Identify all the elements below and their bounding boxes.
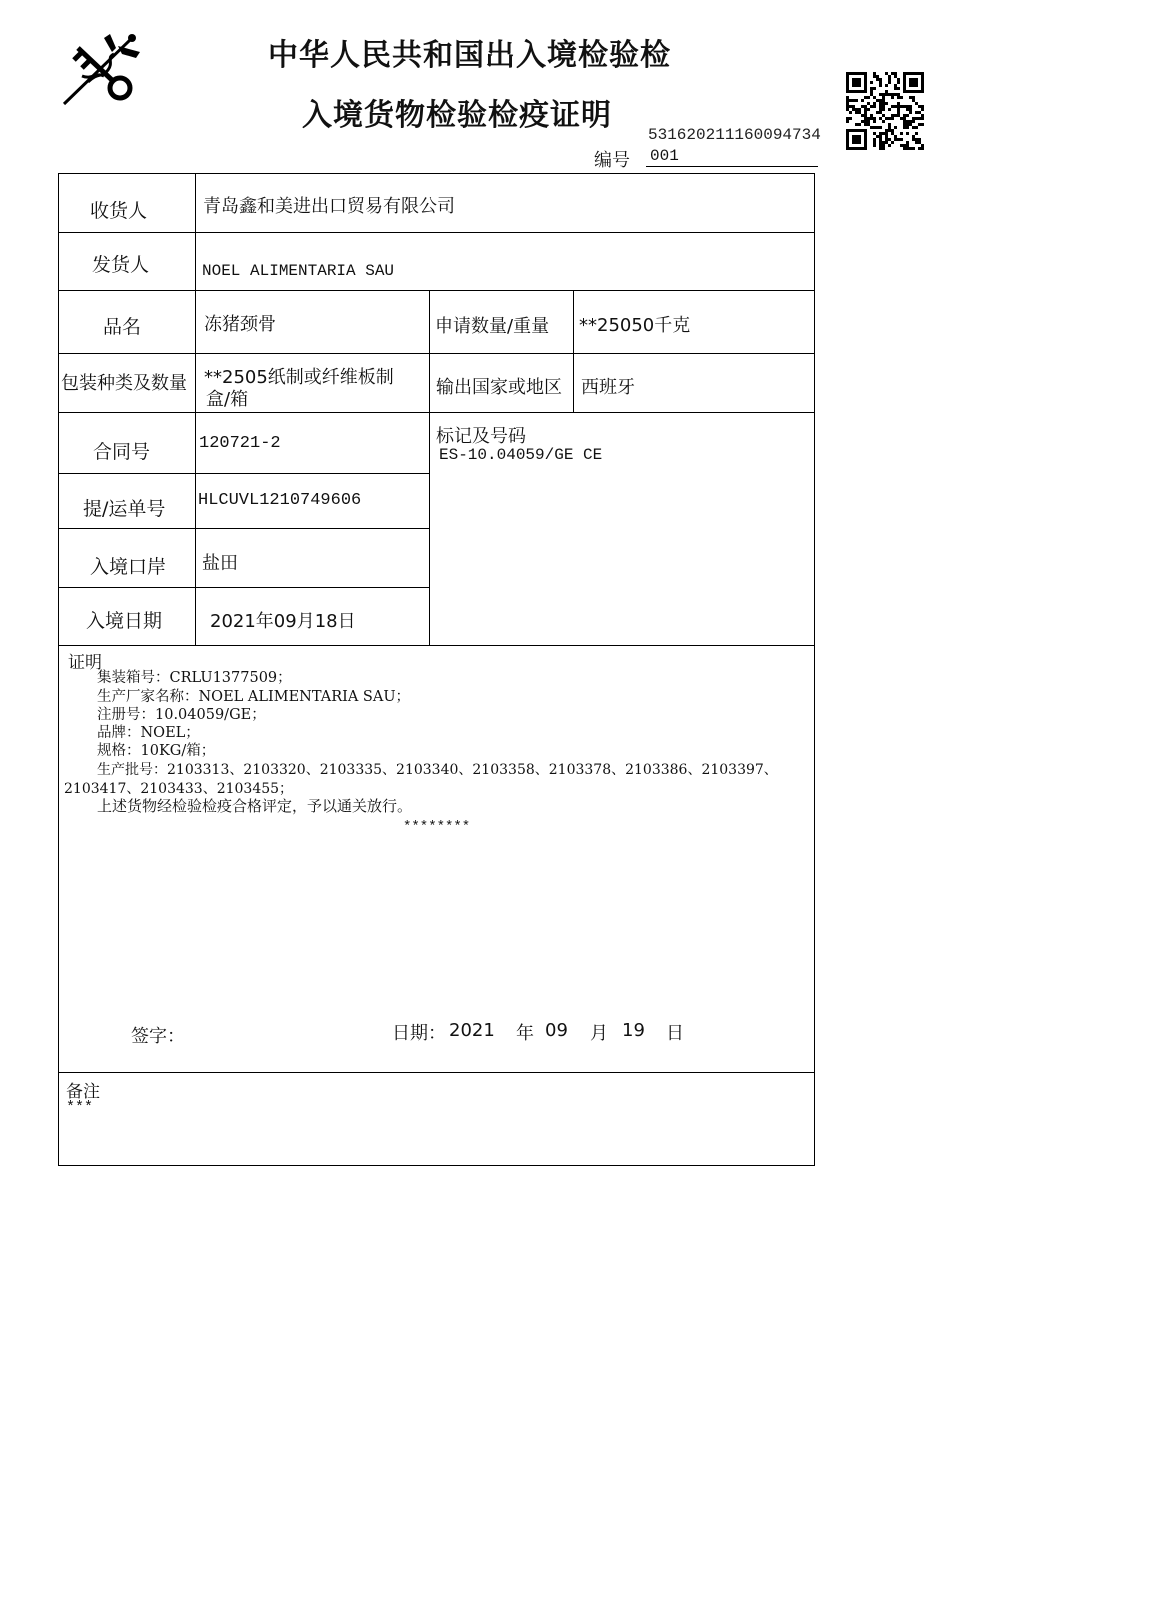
origin-label: 输出国家或地区 bbox=[436, 377, 562, 398]
certification-line: 规格：10KG/箱； bbox=[97, 743, 216, 759]
declared-quantity-value: **25050千克 bbox=[579, 315, 691, 336]
ciq-emblem-icon bbox=[58, 32, 144, 110]
date-month-unit: 月 bbox=[590, 1023, 608, 1044]
remarks-label: 备注 bbox=[66, 1082, 100, 1102]
certification-line: 品牌：NOEL； bbox=[97, 725, 200, 741]
remarks-value: *** bbox=[66, 1099, 94, 1116]
certification-line: 生产批号：2103313、2103320、2103335、2103340、2103358、2103378、2103386、2103397、 bbox=[97, 762, 778, 778]
bill-number-label: 提/运单号 bbox=[83, 498, 166, 520]
serial-underline bbox=[646, 166, 818, 167]
consignor-value: NOEL ALIMENTARIA SAU bbox=[202, 262, 395, 280]
document-title-line1: 中华人民共和国出入境检验检 bbox=[268, 38, 671, 73]
certification-line: 集装箱号：CRLU1377509； bbox=[97, 670, 292, 686]
product-name-value: 冻猪颈骨 bbox=[204, 314, 276, 335]
date-day-unit: 日 bbox=[666, 1023, 684, 1044]
date-month: 09 bbox=[545, 1020, 568, 1041]
entry-date-label: 入境日期 bbox=[86, 610, 163, 632]
consignee-value: 青岛鑫和美进出口贸易有限公司 bbox=[203, 196, 455, 217]
consignor-label: 发货人 bbox=[92, 254, 150, 276]
date-year: 2021 bbox=[449, 1020, 495, 1041]
entry-port-label: 入境口岸 bbox=[90, 556, 167, 578]
document-title-line2: 入境货物检验检疫证明 bbox=[302, 98, 612, 133]
certification-label: 证明 bbox=[68, 653, 102, 673]
consignee-label: 收货人 bbox=[90, 200, 148, 222]
declared-quantity-label: 申请数量/重量 bbox=[435, 316, 550, 337]
bill-number-value: HLCUVL1210749606 bbox=[198, 491, 362, 510]
packaging-label: 包装种类及数量 bbox=[61, 373, 187, 394]
contract-number-label: 合同号 bbox=[93, 441, 151, 463]
serial-number-bottom: 001 bbox=[650, 147, 679, 165]
marks-value: ES-10.04059/GE CE bbox=[439, 446, 603, 464]
certification-line: 生产厂家名称：NOEL ALIMENTARIA SAU； bbox=[97, 689, 411, 705]
qr-code-icon bbox=[846, 72, 924, 150]
certification-line: 2103417、2103433、2103455； bbox=[64, 781, 294, 797]
packaging-value-line2: 盒/箱 bbox=[206, 389, 249, 410]
marks-label: 标记及号码 bbox=[436, 426, 526, 447]
certification-stars: ******** bbox=[403, 819, 471, 835]
certification-line: 上述货物经检验检疫合格评定，予以通关放行。 bbox=[97, 797, 413, 815]
contract-number-value: 120721-2 bbox=[199, 434, 281, 453]
signature-label: 签字： bbox=[131, 1026, 185, 1047]
entry-date-value: 2021年09月18日 bbox=[210, 611, 356, 632]
date-day: 19 bbox=[622, 1020, 645, 1041]
serial-number-top: 531620211160094734 bbox=[648, 126, 821, 144]
entry-port-value: 盐田 bbox=[202, 553, 238, 574]
certification-line: 注册号：10.04059/GE； bbox=[97, 707, 266, 723]
origin-value: 西班牙 bbox=[581, 377, 635, 398]
serial-label: 编号 bbox=[594, 150, 630, 171]
date-year-unit: 年 bbox=[516, 1023, 534, 1044]
product-name-label: 品名 bbox=[103, 316, 142, 338]
date-label: 日期： bbox=[392, 1023, 446, 1044]
packaging-value-line1: **2505纸制或纤维板制 bbox=[204, 367, 394, 388]
